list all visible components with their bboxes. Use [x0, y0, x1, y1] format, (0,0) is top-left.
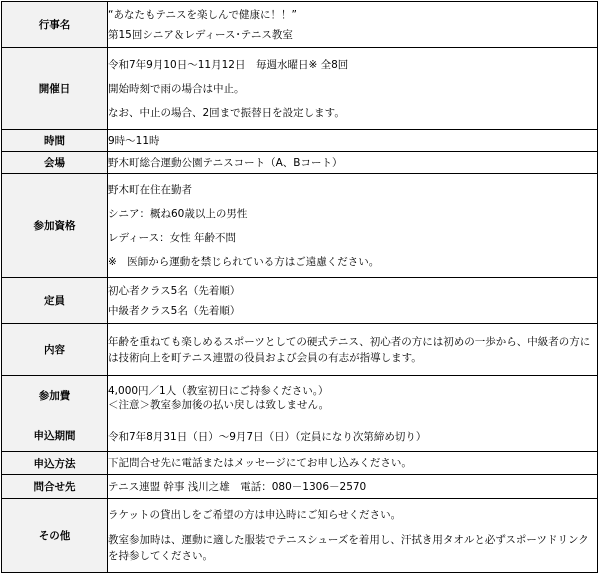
label-time: 時間	[2, 130, 108, 152]
row-content	[2, 324, 598, 376]
application-period-text: 令和7年8月31日（日）～9月7日（日）（定員になり次第締め切り）	[108, 430, 427, 443]
row-time	[2, 130, 598, 152]
dates-rain-note: 開始時刻で雨の場合は中止。	[108, 82, 245, 95]
dates-range: 令和7年9月10日～11月12日 毎週水曜日※ 全8回	[108, 58, 349, 71]
label-venue: 会場	[2, 152, 108, 174]
time-text: 9時～11時	[108, 134, 160, 147]
label-content: 内容	[2, 324, 108, 376]
event-subtitle: “あなたもテニスを楽しんで健康に！！”	[108, 8, 297, 21]
label-application-period: 申込期間	[33, 430, 76, 442]
eligibility-medical-note: ※ 医師から運動を禁じられている方はご遠慮ください。	[108, 255, 380, 268]
value-contact	[108, 475, 598, 499]
value-event-name	[108, 2, 598, 48]
value-application-method	[108, 452, 598, 475]
row-contact	[2, 475, 598, 499]
row-other	[2, 499, 598, 573]
label-dates: 開催日	[2, 48, 108, 130]
value-fee-period	[108, 376, 598, 452]
content-text: 年齢を重ねても楽しめるスポーツとしての硬式テニス、初心者の方には初めの一歩から、中級者の方には技術向上を町テニス連盟の役員および会員の有志が指導します。	[108, 335, 591, 364]
eligibility-ladies: レディース：女性 年齢不問	[108, 231, 236, 244]
fee-refund-note: ＜注意＞教室参加後の払い戻しは致しません。	[108, 398, 330, 411]
value-other	[108, 499, 598, 573]
value-capacity	[108, 278, 598, 324]
row-event-name	[2, 2, 598, 48]
eligibility-senior: シニア：概ね60歳以上の男性	[108, 207, 248, 220]
label-fee: 参加費	[38, 390, 71, 402]
event-title: 第15回シニア＆レディース･テニス教室	[108, 28, 293, 41]
row-fee-period	[2, 376, 598, 452]
value-dates	[108, 48, 598, 130]
contact-text: テニス連盟 幹事 浅川之雄 電話：080－1306－2570	[108, 480, 367, 493]
label-event-name: 行事名	[2, 2, 108, 48]
row-venue	[2, 152, 598, 174]
label-fee-period	[2, 376, 108, 452]
other-attire-note: 教室参加時は、運動に適した服装でテニスシューズを着用し、汗拭き用タオルと必ずスポーツドリンクを持参してください。	[108, 533, 589, 562]
event-info-table	[1, 1, 598, 573]
value-venue	[108, 152, 598, 174]
row-application-method	[2, 452, 598, 475]
label-other: その他	[2, 499, 108, 573]
label-contact: 問合せ先	[2, 475, 108, 499]
value-content	[108, 324, 598, 376]
capacity-intermediate: 中級者クラス5名（先着順）	[108, 304, 241, 317]
row-eligibility	[2, 174, 598, 278]
label-application-method: 申込方法	[2, 452, 108, 475]
label-eligibility: 参加資格	[2, 174, 108, 278]
value-eligibility	[108, 174, 598, 278]
venue-text: 野木町総合運動公園テニスコート（A、Bコート）	[108, 156, 343, 169]
fee-amount: 4,000円／1人（教室初日にご持参ください。）	[108, 384, 329, 397]
label-capacity: 定員	[2, 278, 108, 324]
eligibility-residency: 野木町在住在勤者	[108, 183, 192, 196]
row-capacity	[2, 278, 598, 324]
other-racket-note: ラケットの貸出しをご希望の方は申込時にご知らせください。	[108, 508, 402, 521]
capacity-beginner: 初心者クラス5名（先着順）	[108, 284, 241, 297]
dates-makeup-note: なお、中止の場合、2回まで振替日を設定します。	[108, 106, 345, 119]
value-time	[108, 130, 598, 152]
row-dates	[2, 48, 598, 130]
application-method-text: 下記問合せ先に電話またはメッセージにてお申し込みください。	[108, 457, 412, 469]
